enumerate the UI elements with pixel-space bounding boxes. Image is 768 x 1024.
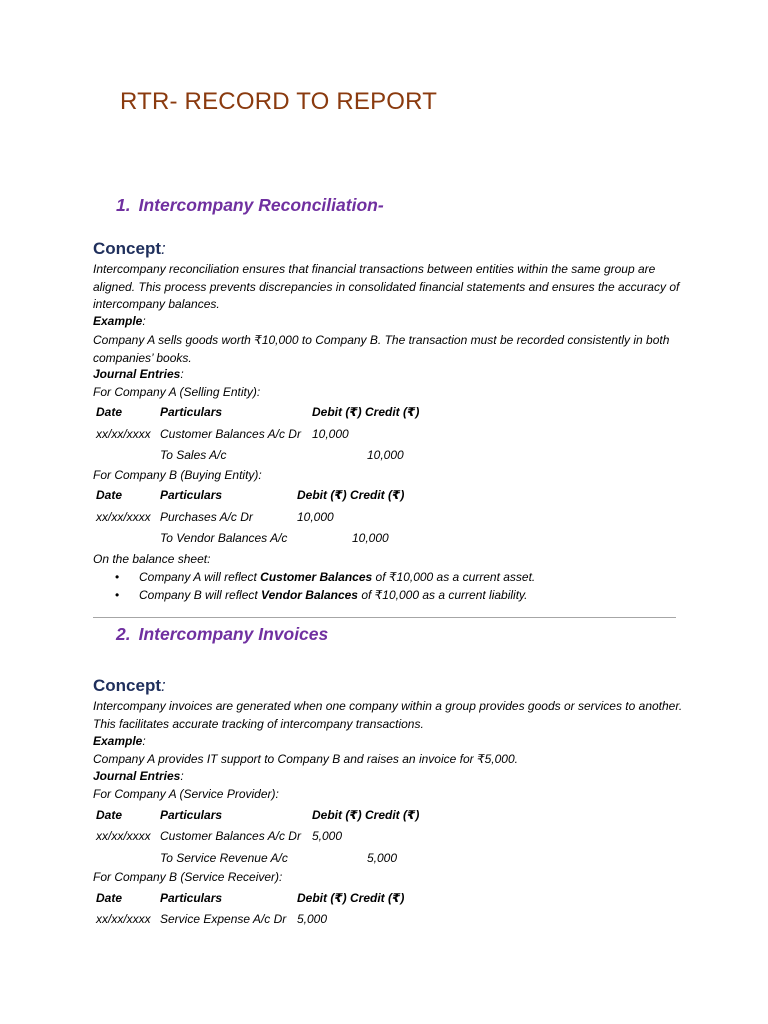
balance-sheet-list bbox=[93, 569, 535, 604]
bullet-text: of ₹10,000 as a current asset. bbox=[372, 570, 536, 584]
section-1-heading bbox=[116, 195, 384, 216]
entity-label: For Company A (Selling Entity): bbox=[93, 385, 261, 399]
bullet-bold-text: Customer Balances bbox=[260, 570, 373, 584]
entity-label: For Company B (Service Receiver): bbox=[93, 870, 283, 884]
section-title: Intercompany Reconciliation- bbox=[138, 195, 384, 215]
journal-entries-label bbox=[93, 769, 184, 783]
row-particulars: To Vendor Balances A/c bbox=[160, 531, 288, 545]
section-title: Intercompany Invoices bbox=[138, 624, 329, 644]
row-debit: 5,000 bbox=[297, 912, 328, 926]
col-particulars: Particulars bbox=[160, 891, 223, 905]
row-particulars: Customer Balances A/c Dr bbox=[160, 427, 301, 441]
entity-label: For Company A (Service Provider): bbox=[93, 787, 279, 801]
row-debit: 10,000 bbox=[297, 510, 334, 524]
section-number: 1. bbox=[116, 195, 131, 215]
bullet-text: of ₹10,000 as a current liability. bbox=[357, 587, 528, 602]
concept-colon: : bbox=[161, 676, 166, 695]
example-text: Company A sells goods worth ₹10,000 to Company B. The transaction must be recorded consistently in both companies’ books. bbox=[93, 333, 670, 365]
list-item bbox=[93, 569, 535, 587]
row-particulars: To Service Revenue A/c bbox=[160, 851, 288, 865]
col-debit-credit: Debit (₹) Credit (₹) bbox=[312, 405, 420, 419]
col-date: Date bbox=[96, 488, 123, 502]
col-date: Date bbox=[96, 891, 123, 905]
bullet-icon: • bbox=[115, 570, 120, 584]
row-particulars: Customer Balances A/c Dr bbox=[160, 829, 301, 843]
example-label bbox=[93, 314, 146, 328]
journal-colon: : bbox=[180, 769, 184, 783]
concept-label: Concept bbox=[93, 676, 161, 695]
example-label bbox=[93, 734, 146, 748]
example-text: Company A provides IT support to Company B and raises an invoice for ₹5,000. bbox=[93, 752, 518, 766]
list-item bbox=[93, 587, 535, 605]
row-debit: 5,000 bbox=[312, 829, 343, 843]
example-label-text: Example bbox=[93, 734, 143, 748]
bullet-icon: • bbox=[115, 587, 120, 602]
section-divider bbox=[93, 617, 676, 618]
entity-label: For Company B (Buying Entity): bbox=[93, 468, 262, 482]
concept-colon: : bbox=[161, 239, 166, 258]
row-date: xx/xx/xxxx bbox=[96, 427, 151, 441]
col-date: Date bbox=[96, 405, 123, 419]
journal-label-text: Journal Entries bbox=[93, 769, 181, 783]
row-credit: 10,000 bbox=[352, 531, 389, 545]
row-date: xx/xx/xxxx bbox=[96, 912, 151, 926]
col-particulars: Particulars bbox=[160, 808, 223, 822]
document-title: RTR- RECORD TO REPORT bbox=[120, 88, 438, 115]
concept-text: Intercompany reconciliation ensures that financial transactions between entities within the same group are aligned. This process prevents discrepancies in consolidated financial statements and ensures the accuracy of intercompany balances. bbox=[93, 262, 680, 311]
concept-heading bbox=[93, 676, 166, 696]
concept-text: Intercompany invoices are generated when one company within a group provides goods or services to another. This facilitates accurate tracking of intercompany transactions. bbox=[93, 699, 683, 731]
col-particulars: Particulars bbox=[160, 488, 223, 502]
row-particulars: To Sales A/c bbox=[160, 448, 227, 462]
concept-heading bbox=[93, 239, 166, 259]
journal-entries-label bbox=[93, 367, 184, 381]
journal-colon: : bbox=[180, 367, 184, 381]
row-debit: 10,000 bbox=[312, 427, 349, 441]
bullet-bold-text: Vendor Balances bbox=[261, 587, 358, 602]
bullet-text: Company A will reflect bbox=[139, 570, 261, 584]
col-debit-credit: Debit (₹) Credit (₹) bbox=[312, 808, 420, 822]
row-date: xx/xx/xxxx bbox=[96, 510, 151, 524]
bullet-text: Company B will reflect bbox=[139, 587, 262, 602]
col-particulars: Particulars bbox=[160, 405, 223, 419]
balance-sheet-label: On the balance sheet: bbox=[93, 552, 211, 566]
concept-label: Concept bbox=[93, 239, 161, 258]
example-colon: : bbox=[142, 314, 146, 328]
col-date: Date bbox=[96, 808, 123, 822]
row-date: xx/xx/xxxx bbox=[96, 829, 151, 843]
row-particulars: Service Expense A/c Dr bbox=[160, 912, 287, 926]
col-debit-credit: Debit (₹) Credit (₹) bbox=[297, 488, 405, 502]
section-2-heading bbox=[116, 624, 328, 645]
row-credit: 10,000 bbox=[367, 448, 404, 462]
row-particulars: Purchases A/c Dr bbox=[160, 510, 253, 524]
section-number: 2. bbox=[116, 624, 131, 644]
journal-label-text: Journal Entries bbox=[93, 367, 181, 381]
row-credit: 5,000 bbox=[367, 851, 398, 865]
example-label-text: Example bbox=[93, 314, 143, 328]
col-debit-credit: Debit (₹) Credit (₹) bbox=[297, 891, 405, 905]
example-colon: : bbox=[142, 734, 146, 748]
